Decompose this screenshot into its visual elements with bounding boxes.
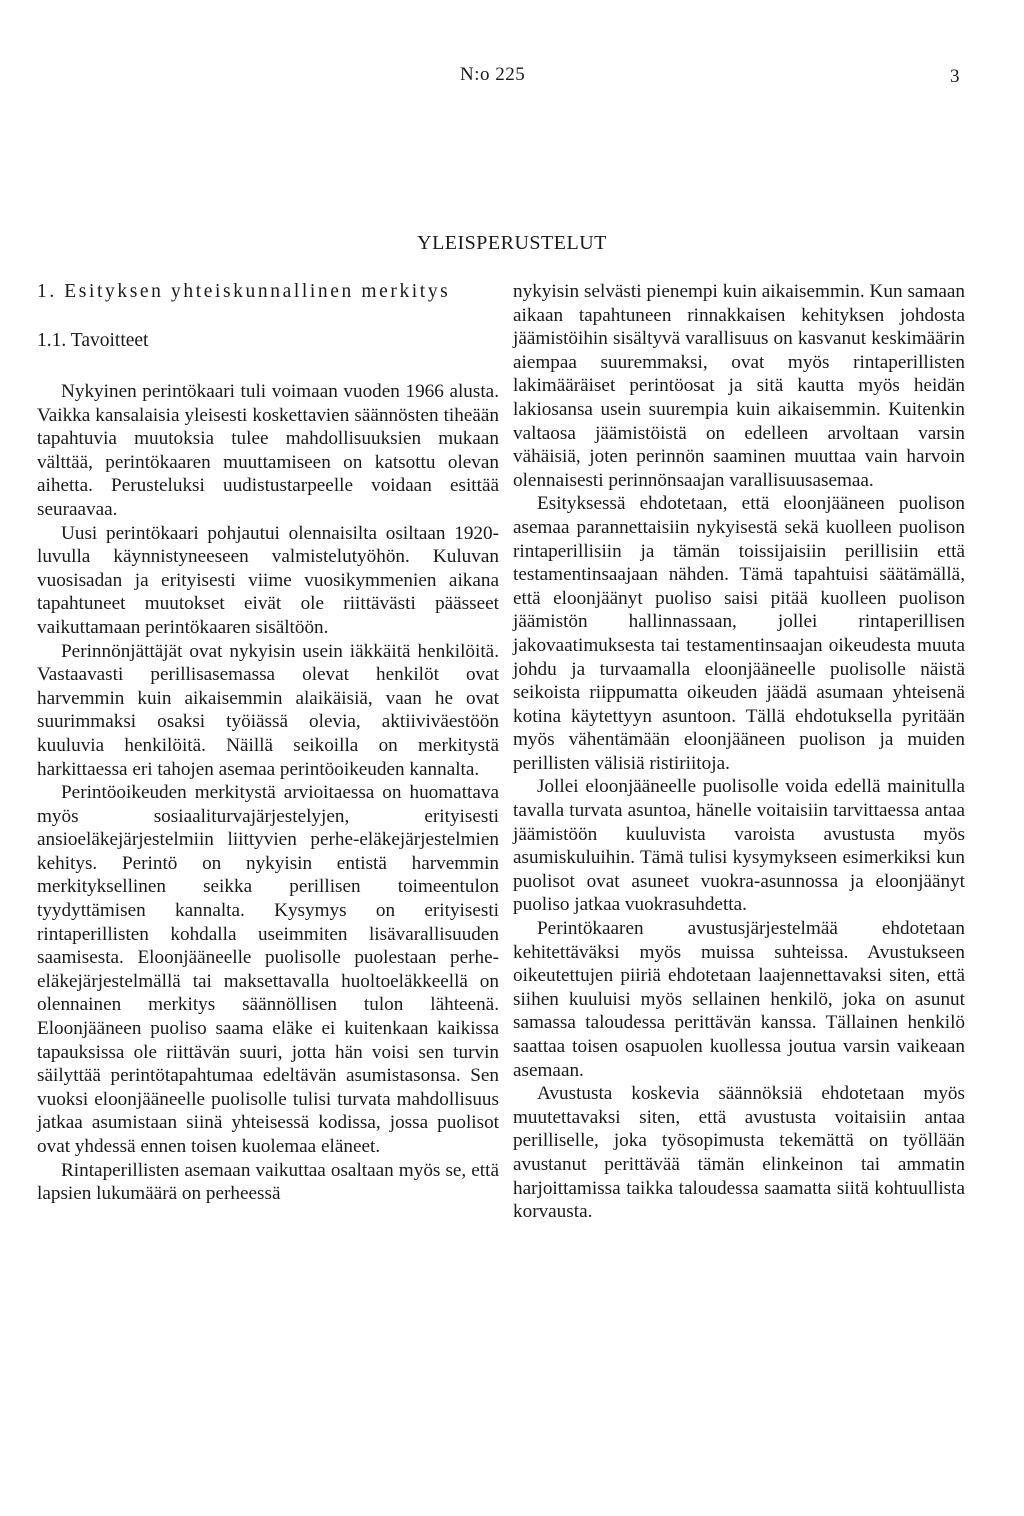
right-column: [513, 280, 965, 1224]
paragraph: Rintaperillisten asemaan vaikuttaa osaltaan myös se, että lapsien lukumäärä on perheessä: [37, 1159, 499, 1205]
paragraph: Jollei eloonjääneelle puolisolle voida edellä mainitulla tavalla turvata asuntoa, hänelle voitaisiin tarvittaessa antaa jäämistöön kuuluvista varoista avustusta myös asumiskuluihin. Tämä tulisi kysymykseen esimerkiksi kun puolisot ovat asuneet vuokra-asunnossa ja eloonjäänyt puoliso jatkaa vuokrasuhdetta.: [513, 776, 965, 916]
paragraph: Perintöoikeuden merkitystä arvioitaessa on huomattava myös sosiaaliturvajärjestelyjen, erityisesti ansioeläkejärjestelmiin liittyvien perhe-eläkejärjestelmien kehitys. Perintö on nykyisin entistä harvemmin merkityksellinen seikka perillisen toimeentulon tyydyttämisen kannalta. Kysymys on erityisesti rintaperillisten kohdalla useimmiten lisävarallisuuden saamisesta. Eloonjääneelle puolisolle puolestaan perhe-eläkejärjestelmällä tai maksettavalla huoltoeläkkeellä on olennainen merkitys säännöllisen tulon lähteenä. Eloonjääneen puoliso saama eläke ei kuitenkaan kaikissa tapauksissa ole riittävän suuri, jotta hän voisi sen turvin säilyttää perintötapahtumaa edeltävän asumistasonsa. Sen vuoksi eloonjääneelle puolisolle tulisi turvata mahdollisuus jatkaa asumistaan siinä yhteisessä kodissa, jossa puolisot ovat yhdessä ennen toisen kuolemaa eläneet.: [37, 782, 499, 1157]
heading-level-1: 1. Esityksen yhteiskunnallinen merkitys: [37, 281, 451, 302]
section-title: YLEISPERUSTELUT: [417, 232, 607, 254]
paragraph: Uusi perintökaari pohjautui olennaisilta osiltaan 1920-luvulla käynnistyneeseen valmistelutyöhön. Kuluvan vuosisadan ja erityisesti viime vuosikymmenien aikana tapahtuneet muutokset eivät ole riittävästi päässeet vaikuttamaan perintökaaren sisältöön.: [37, 522, 499, 638]
page-number: 3: [950, 66, 960, 87]
paragraph: Perinnönjättäjät ovat nykyisin usein iäkkäitä henkilöitä. Vastaavasti perillisasemassa olevat henkilöt ovat harvemmin kuin aikaisemmin alaikäisiä, vaan he ovat suurimmaksi osaksi työiässä olevia, aktiiviväestöön kuuluvia henkilöitä. Näillä seikoilla on merkitystä harkittaessa eri tahojen asemaa perintöoikeuden kannalta.: [37, 640, 499, 780]
document-number: N:o 225: [460, 64, 526, 85]
paragraph-continued: nykyisin selvästi pienempi kuin aikaisemmin. Kun samaan aikaan tapahtuneen rinnakkaisen kehityksen johdosta jäämistöihin sisältyvä varallisuus on kasvanut keskimäärin aiempaa suuremmaksi, ovat myös rintaperillisten lakimääräiset perintöosat ja sitä kautta myös heidän lakiosansa usein suurempia kuin aikaisemmin. Kuitenkin valtaosa jäämistöistä on edelleen arvoltaan varsin vähäisiä, joten perinnön saaminen muuttaa vain harvoin olennaisesti perinnönsaajan varallisuusasemaa.: [513, 281, 965, 491]
paragraph: Avustusta koskevia säännöksiä ehdotetaan myös muutettavaksi siten, että avustusta voitaisiin antaa perilliselle, joka työsopimusta tekemättä on työllään avustanut perittävää tämän elinkeinon tai ammatin harjoittamissa taikka taloudessa saamatta siitä kohtuullista korvausta.: [513, 1083, 965, 1223]
paragraph: Esityksessä ehdotetaan, että eloonjääneen puolison asemaa parannettaisiin nykyisestä sekä kuolleen puolison rintaperillisiin ja tämän toissijaisiin perillisiin että testamentinsaajaan nähden. Tämä tapahtuisi säätämällä, että eloonjäänyt puoliso saisi pitää kuolleen puolison jäämistön hallinnassaan, jollei rintaperillisen jakovaatimuksesta tai testamentinsaajan oikeudesta muuta johdu ja turvaamalla eloonjääneelle puolisolle näistä seikoista riippumatta oikeuden jäädä asumaan yhteisenä kotina käytettyyn asuntoon. Tällä ehdotuksella pyritään myös vähentämään eloonjääneen puolison ja muiden perillisten välisiä ristiriitoja.: [513, 493, 965, 774]
paragraph: Nykyinen perintökaari tuli voimaan vuoden 1966 alusta. Vaikka kansalaisia yleisesti koskettavien säännösten tiheään tapahtuvia muutoksia tulee mahdollisuuksien mukaan välttää, perintökaaren muuttamiseen on katsottu olevan aihetta. Perusteluksi uudistustarpeelle voidaan esittää seuraavaa.: [37, 381, 499, 520]
paragraph: Perintökaaren avustusjärjestelmää ehdotetaan kehitettäväksi myös muissa suhteissa. Avustukseen oikeutettujen piiriä ehdotetaan laajennettavaksi siten, että siihen kuuluisi myös sellainen henkilö, joka on asunut samassa taloudessa perittävän kanssa. Tällainen henkilö saattaa toisen osapuolen kuollessa joutua varsin vaikeaan asemaan.: [513, 918, 965, 1081]
page-header: [0, 60, 1024, 100]
left-column: [37, 280, 499, 1206]
heading-level-2: 1.1. Tavoitteet: [37, 330, 149, 351]
